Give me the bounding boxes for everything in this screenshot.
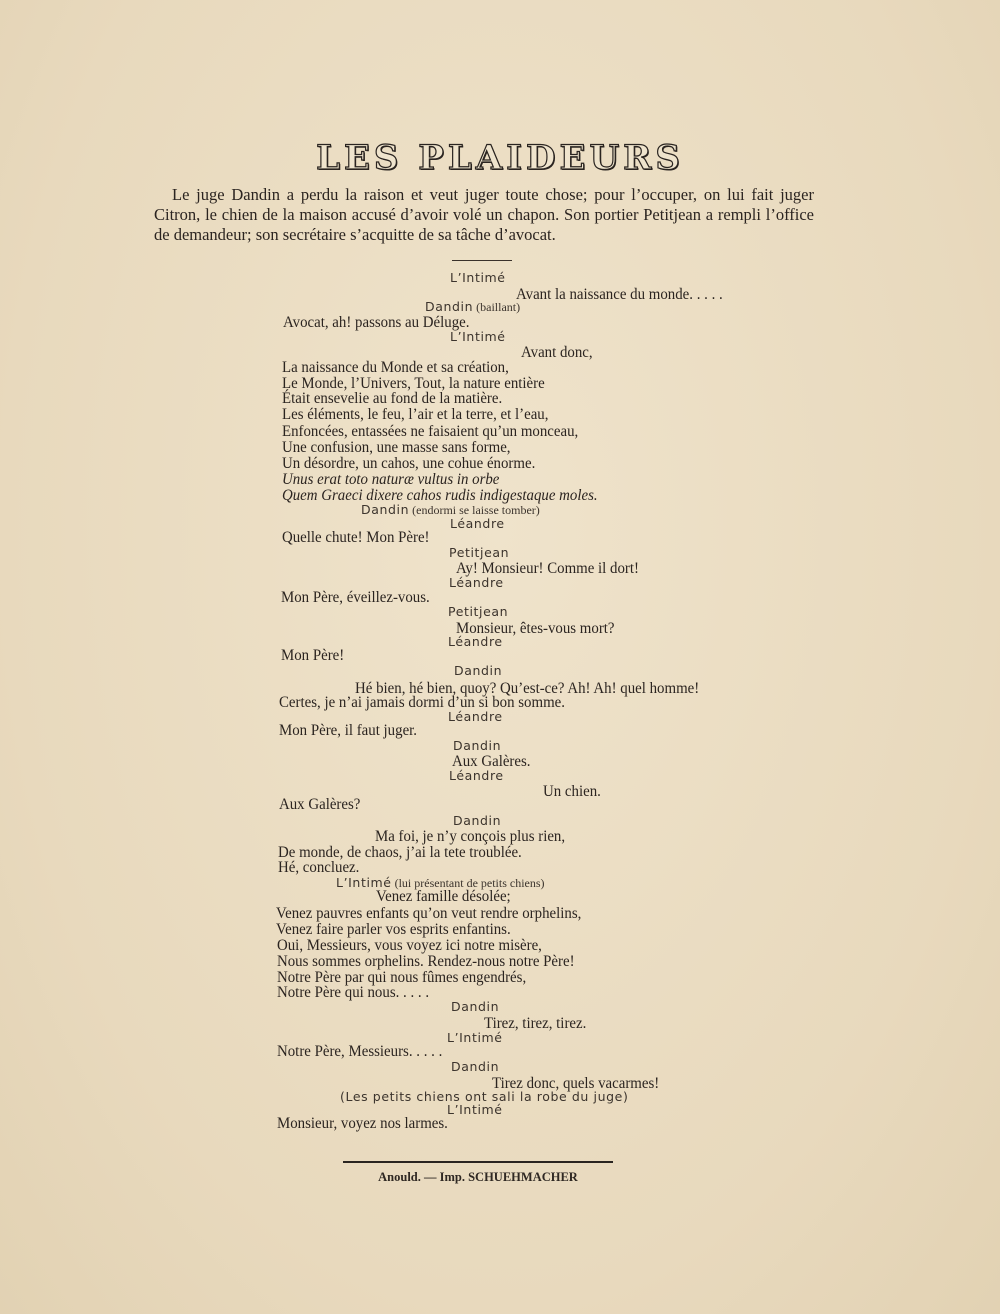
speaker-name	[453, 814, 501, 827]
verse-text: Monsieur, voyez nos larmes.	[277, 1115, 448, 1132]
verse-text: Notre Père qui nous. . . . .	[277, 984, 430, 1001]
speaker-name	[450, 330, 506, 343]
speaker-label: Petitjean	[448, 604, 509, 619]
verse-text: Mon Père, éveillez-vous.	[281, 589, 430, 606]
verse-line	[279, 723, 417, 739]
verse-line	[282, 456, 535, 472]
speaker-name	[361, 503, 540, 517]
verse-text: Le Monde, l’Univers, Tout, la nature entière	[282, 375, 545, 392]
speaker-label: L’Intimé	[450, 329, 506, 344]
speaker-label: Dandin	[454, 663, 503, 678]
verse-line	[279, 695, 565, 711]
speaker-label: Léandre	[449, 768, 504, 783]
verse-text: Avant donc,	[521, 344, 593, 361]
stage-direction: (lui présentant de petits chiens)	[391, 876, 545, 890]
verse-text: Tirez donc, quels vacarmes!	[492, 1075, 660, 1092]
verse-text: Enfoncées, entassées ne faisaient qu’un monceau,	[282, 423, 579, 440]
verse-text: Tirez, tirez, tirez.	[484, 1015, 587, 1032]
verse-line	[521, 345, 593, 361]
speaker-name	[449, 769, 504, 782]
verse-line	[276, 906, 581, 922]
verse-line	[282, 391, 502, 407]
printer-imprint: Anould. — Imp. SCHUEHMACHER	[378, 1170, 578, 1184]
speaker-label: L’Intimé	[447, 1030, 503, 1045]
verse-line	[516, 287, 723, 303]
speaker-name	[451, 1060, 499, 1073]
speaker-name	[454, 664, 502, 677]
speaker-name	[453, 739, 501, 752]
verse-text: Avocat, ah! passons au Déluge.	[283, 314, 470, 331]
intro-paragraph: Le juge Dandin a perdu la raison et veut juger toute chose; pour l’occuper, on lui fait juger Citron, le chien de la maison accusé d’avoir volé un chapon. Son portier Petitjean a rempli l’office de demandeur; son secrétaire s’acquitte de sa tâche d’avocat.	[154, 185, 814, 244]
verse-text: Aux Galères.	[452, 753, 531, 770]
verse-line	[282, 407, 548, 423]
speaker-name	[448, 710, 503, 723]
verse-text: Une confusion, une masse sans forme,	[282, 439, 511, 456]
verse-text: Unus erat toto naturæ vultus in orbe	[282, 471, 500, 488]
verse-line	[282, 440, 511, 456]
verse-line	[277, 954, 575, 970]
verse-text: Nous sommes orphelins. Rendez-nous notre Père!	[277, 953, 575, 970]
speaker-label: Léandre	[449, 575, 504, 590]
verse-line	[281, 590, 430, 606]
verse-text: Ay! Monsieur! Comme il dort!	[456, 560, 639, 577]
verse-line	[281, 648, 344, 664]
verse-text: Mon Père!	[281, 647, 345, 664]
verse-line	[282, 530, 430, 546]
verse-text: Hé bien, hé bien, quoy? Qu’est-ce? Ah! Ah! quel homme!	[355, 680, 700, 697]
stage-direction: (baillant)	[473, 300, 521, 314]
speaker-name	[450, 517, 505, 530]
speaker-label: Dandin	[425, 299, 474, 314]
speaker-label: L’Intimé	[450, 270, 506, 285]
verse-text: Quelle chute! Mon Père!	[282, 529, 430, 546]
verse-line	[282, 424, 578, 440]
verse-text: Avant la naissance du monde. . . . .	[516, 286, 723, 303]
verse-text: Notre Père par qui nous fûmes engendrés,	[277, 969, 527, 986]
verse-line	[375, 829, 565, 845]
verse-line	[282, 488, 598, 504]
speaker-label: Dandin	[451, 999, 500, 1014]
verse-text: Aux Galères?	[279, 796, 361, 813]
speaker-name	[447, 1031, 503, 1044]
verse-text: Hé, concluez.	[278, 859, 360, 876]
verse-line	[277, 938, 542, 954]
speaker-label: Dandin	[453, 813, 502, 828]
speaker-name	[447, 1103, 503, 1116]
verse-text: Quem Graeci dixere cahos rudis indigestaque moles.	[282, 487, 598, 504]
verse-line	[282, 360, 509, 376]
verse-text: Mon Père, il faut juger.	[279, 722, 418, 739]
verse-line	[278, 860, 359, 876]
speaker-name	[448, 605, 508, 618]
speaker-label: Petitjean	[449, 545, 510, 560]
verse-line	[276, 922, 511, 938]
verse-line	[277, 985, 429, 1001]
speaker-name	[451, 1000, 499, 1013]
verse-text: Oui, Messieurs, vous voyez ici notre misère,	[277, 937, 542, 954]
verse-text: Ma foi, je n’y conçois plus rien,	[375, 828, 566, 845]
verse-line	[277, 1044, 442, 1060]
verse-text: Venez faire parler vos esprits enfantins.	[276, 921, 511, 938]
speaker-label: (Les petits chiens ont sali la robe du juge)	[340, 1089, 629, 1104]
verse-text: Certes, je n’ai jamais dormi d’un si bon somme.	[279, 694, 565, 711]
verse-line	[282, 472, 499, 488]
verse-line	[279, 797, 360, 813]
verse-text: Monsieur, êtes-vous mort?	[456, 620, 615, 637]
stage-direction: (endormi se laisse tomber)	[409, 503, 540, 517]
intro-divider	[452, 260, 512, 261]
speaker-name	[450, 271, 506, 284]
verse-text: De monde, de chaos, j’ai la tete troublée.	[278, 844, 522, 861]
verse-text: Était ensevelie au fond de la matière.	[282, 390, 503, 407]
verse-line	[376, 889, 511, 905]
verse-text: Un chien.	[543, 783, 601, 800]
speaker-label: Dandin	[451, 1059, 500, 1074]
speaker-label: Dandin	[453, 738, 502, 753]
footer-divider	[343, 1161, 613, 1163]
verse-line	[283, 315, 469, 331]
speaker-label: Dandin	[361, 502, 410, 517]
verse-text: Un désordre, un cahos, une cohue énorme.	[282, 455, 536, 472]
speaker-label: Léandre	[450, 516, 505, 531]
speaker-label: Léandre	[448, 709, 503, 724]
speaker-name	[425, 300, 520, 314]
verse-text: Notre Père, Messieurs. . . . .	[277, 1043, 443, 1060]
verse-text: Venez famille désolée;	[376, 888, 511, 905]
speaker-name	[449, 546, 509, 559]
speaker-label: L’Intimé	[447, 1102, 503, 1117]
speaker-name	[448, 635, 503, 648]
page-title: LES PLAIDEURS	[316, 138, 684, 178]
verse-line	[277, 1116, 448, 1132]
speaker-name	[449, 576, 504, 589]
verse-line	[543, 784, 601, 800]
verse-text: Venez pauvres enfants qu’on veut rendre orphelins,	[276, 905, 582, 922]
speaker-label: Léandre	[448, 634, 503, 649]
verse-text: Les éléments, le feu, l’air et la terre, et l’eau,	[282, 406, 549, 423]
verse-text: La naissance du Monde et sa création,	[282, 359, 509, 376]
speaker-label: L’Intimé	[336, 875, 392, 890]
